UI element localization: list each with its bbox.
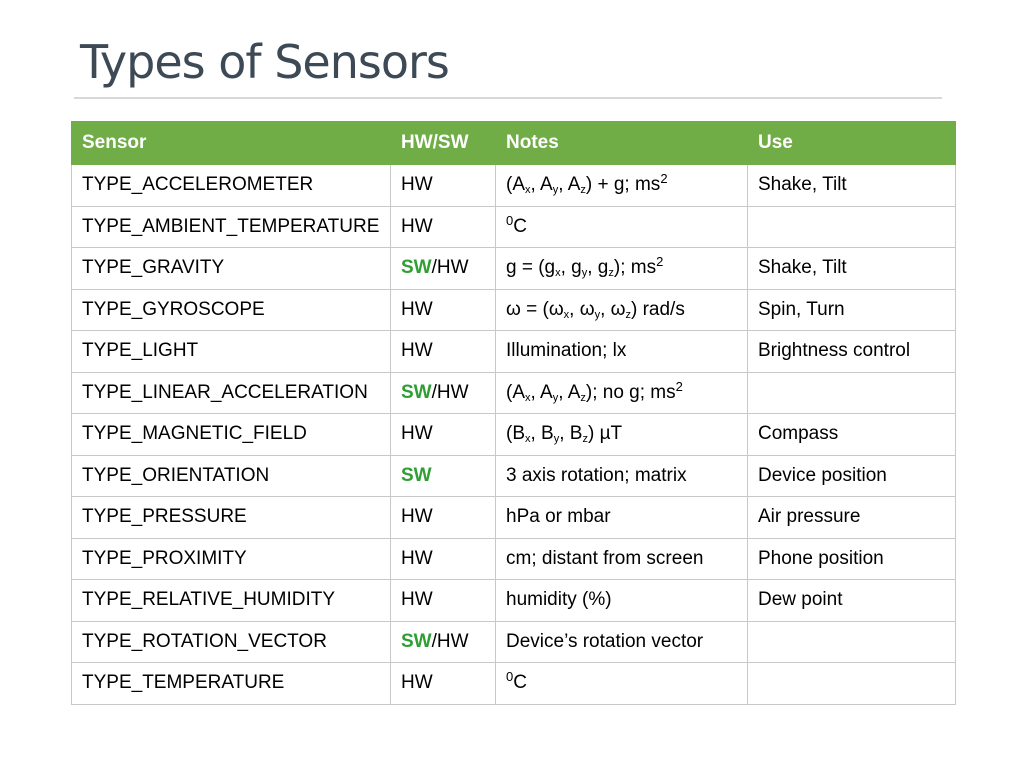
- cell-sensor: TYPE_PROXIMITY: [72, 538, 391, 580]
- cell-hw-sw: HW: [391, 414, 496, 456]
- cell-notes: Device’s rotation vector: [496, 621, 748, 663]
- table-row: [72, 538, 956, 580]
- cell-notes: Illumination; lx: [496, 331, 748, 373]
- cell-use: [748, 621, 956, 663]
- table-row: [72, 455, 956, 497]
- cell-sensor: TYPE_GYROSCOPE: [72, 289, 391, 331]
- table-row: [72, 497, 956, 539]
- cell-hw-sw: SW: [391, 455, 496, 497]
- cell-hw-sw: HW: [391, 289, 496, 331]
- table-row: [72, 414, 956, 456]
- table-row: [72, 663, 956, 705]
- cell-use: Dew point: [748, 580, 956, 622]
- cell-notes: hPa or mbar: [496, 497, 748, 539]
- cell-use: [748, 372, 956, 414]
- cell-use: Shake, Tilt: [748, 165, 956, 207]
- table-row: [72, 165, 956, 207]
- cell-sensor: TYPE_LINEAR_ACCELERATION: [72, 372, 391, 414]
- cell-use: Spin, Turn: [748, 289, 956, 331]
- cell-sensor: TYPE_RELATIVE_HUMIDITY: [72, 580, 391, 622]
- cell-sensor: TYPE_LIGHT: [72, 331, 391, 373]
- cell-sensor: TYPE_GRAVITY: [72, 248, 391, 290]
- cell-use: Device position: [748, 455, 956, 497]
- cell-sensor: TYPE_MAGNETIC_FIELD: [72, 414, 391, 456]
- cell-use: Phone position: [748, 538, 956, 580]
- table-row: [72, 206, 956, 248]
- header-hw-sw: HW/SW: [391, 122, 496, 165]
- cell-use: Air pressure: [748, 497, 956, 539]
- cell-hw-sw: HW: [391, 165, 496, 207]
- header-sensor: Sensor: [72, 122, 391, 165]
- header-use: Use: [748, 122, 956, 165]
- cell-use: Shake, Tilt: [748, 248, 956, 290]
- cell-notes: 3 axis rotation; matrix: [496, 455, 748, 497]
- table-body: [72, 165, 956, 705]
- table-row: [72, 331, 956, 373]
- cell-sensor: TYPE_ACCELEROMETER: [72, 165, 391, 207]
- table-row: [72, 621, 956, 663]
- cell-use: [748, 206, 956, 248]
- cell-sensor: TYPE_TEMPERATURE: [72, 663, 391, 705]
- page-title: Types of Sensors: [80, 35, 449, 89]
- table-row: [72, 248, 956, 290]
- cell-sensor: TYPE_AMBIENT_TEMPERATURE: [72, 206, 391, 248]
- cell-hw-sw: SW/HW: [391, 621, 496, 663]
- title-divider: [74, 97, 942, 99]
- cell-hw-sw: HW: [391, 331, 496, 373]
- table-row: [72, 580, 956, 622]
- cell-sensor: TYPE_ORIENTATION: [72, 455, 391, 497]
- table-row: [72, 289, 956, 331]
- cell-hw-sw: HW: [391, 663, 496, 705]
- cell-hw-sw: HW: [391, 580, 496, 622]
- cell-hw-sw: HW: [391, 206, 496, 248]
- cell-use: [748, 663, 956, 705]
- cell-notes: $^0$C: [496, 663, 748, 705]
- cell-notes: $^0$C: [496, 206, 748, 248]
- sensor-table: [71, 121, 956, 705]
- cell-use: Compass: [748, 414, 956, 456]
- table-row: [72, 372, 956, 414]
- cell-notes: ($A_x$, $A_y$, $A_z) + g$; $ms^2$: [496, 165, 748, 207]
- cell-notes: cm; distant from screen: [496, 538, 748, 580]
- cell-hw-sw: SW/HW: [391, 248, 496, 290]
- cell-hw-sw: HW: [391, 538, 496, 580]
- cell-hw-sw: HW: [391, 497, 496, 539]
- cell-use: Brightness control: [748, 331, 956, 373]
- cell-notes: ($A_x$, $A_y$, $A_z$); no g; $ms^2$: [496, 372, 748, 414]
- table-header-row: [72, 122, 956, 165]
- cell-notes: $\omega = (\omega_x$, $\omega_y$, $\omega_z$) rad/s: [496, 289, 748, 331]
- cell-notes: humidity (%): [496, 580, 748, 622]
- header-notes: Notes: [496, 122, 748, 165]
- cell-sensor: TYPE_PRESSURE: [72, 497, 391, 539]
- cell-hw-sw: SW/HW: [391, 372, 496, 414]
- cell-notes: ($B_x$, $B_y$, $B_z$) µT: [496, 414, 748, 456]
- cell-notes: $g = (g_x$, $g_y$, $g_z$); $ms^2$: [496, 248, 748, 290]
- cell-sensor: TYPE_ROTATION_VECTOR: [72, 621, 391, 663]
